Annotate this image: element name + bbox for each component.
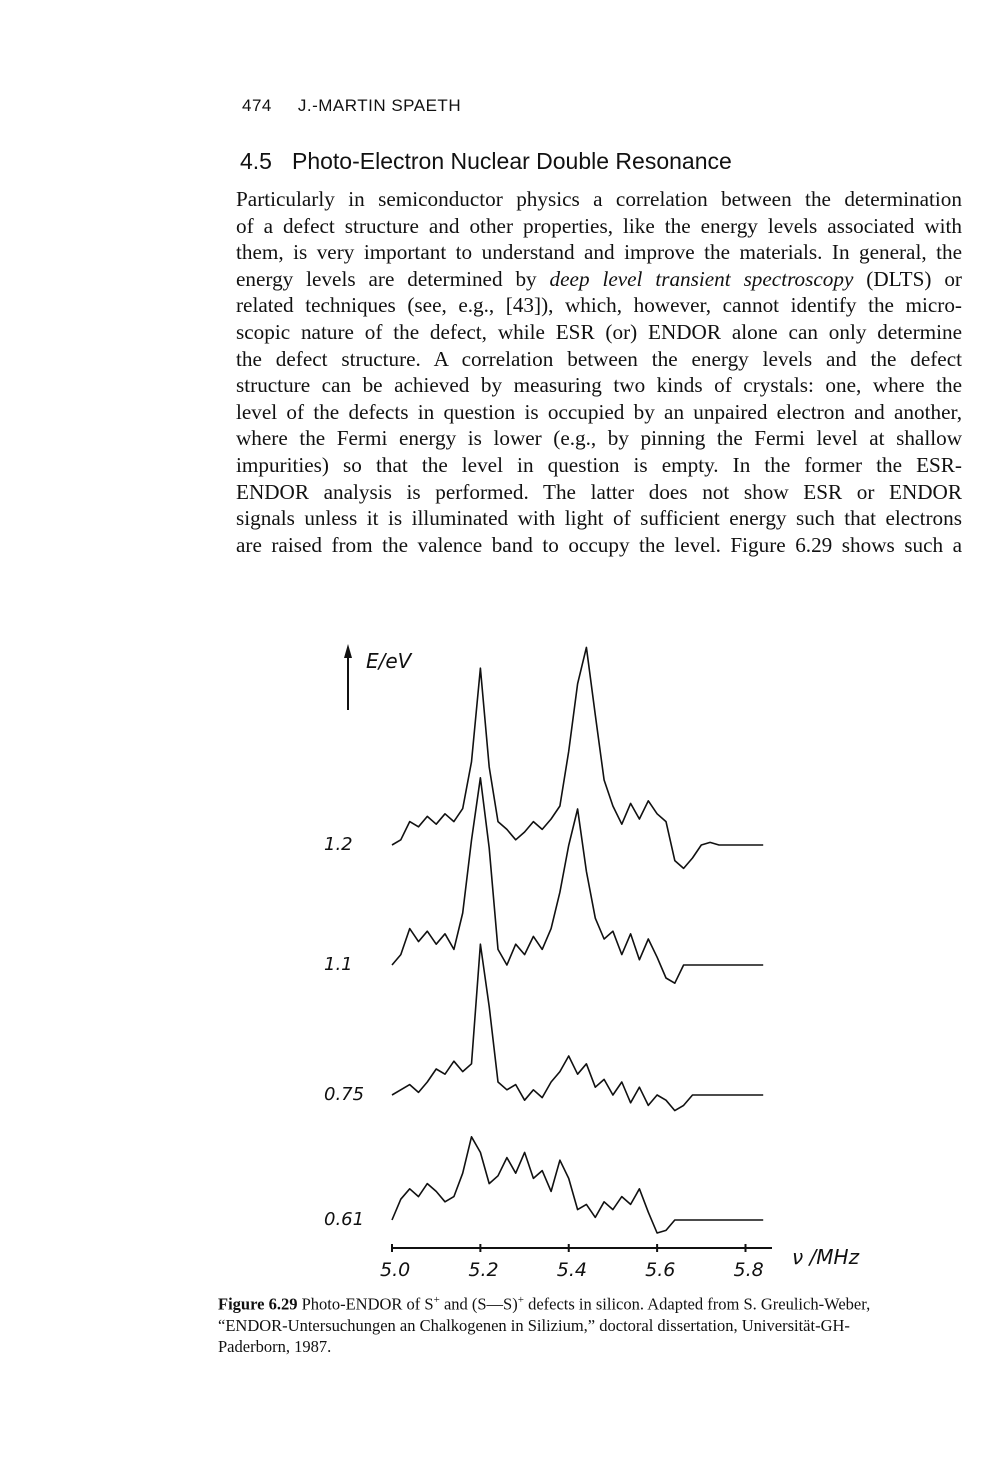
spectrum-line bbox=[392, 944, 763, 1110]
x-axis bbox=[380, 1244, 860, 1281]
caption-line bbox=[218, 1336, 958, 1357]
x-tick-label: 5.6 bbox=[645, 1259, 676, 1281]
x-tick-label: 5.8 bbox=[733, 1259, 764, 1281]
body-line: are raised from the valence band to occupy the level. Figure 6.29 shows such a bbox=[236, 532, 962, 557]
body-line: impurities) so that the level in question is empty. In the former the ESR- bbox=[236, 452, 962, 477]
section-number: 4.5 bbox=[240, 148, 272, 174]
page-number: 474 bbox=[242, 96, 272, 115]
body-text-run: energy levels are determined by bbox=[236, 266, 550, 291]
section-heading bbox=[240, 148, 732, 175]
body-line: ENDOR analysis is performed. The latter does not show ESR or ENDOR bbox=[236, 479, 962, 504]
endor-spectra-chart bbox=[300, 600, 900, 1300]
y-axis-arrowhead bbox=[344, 644, 352, 658]
body-line: signals unless it is illuminated with light of sufficient energy such that electrons bbox=[236, 506, 962, 531]
spectrum-line bbox=[392, 1137, 763, 1233]
x-tick-label: 5.2 bbox=[468, 1259, 499, 1281]
energy-level-label: 1.1 bbox=[324, 954, 353, 975]
running-head bbox=[242, 96, 461, 116]
energy-level-label: 1.2 bbox=[324, 834, 353, 855]
caption-text: Paderborn, 1987. bbox=[218, 1336, 332, 1356]
spectrum-line bbox=[392, 647, 763, 868]
body-line: related techniques (see, e.g., [43]), which, however, cannot identify the micro- bbox=[236, 293, 962, 318]
body-line: structure can be achieved by measuring two kinds of crystals: one, where the bbox=[236, 373, 962, 398]
caption-number: Figure 6.29 bbox=[218, 1294, 302, 1314]
body-line: scopic nature of the defect, while ESR (or) ENDOR alone can only determine bbox=[236, 319, 962, 344]
body-line bbox=[236, 266, 962, 293]
energy-level-label: 0.61 bbox=[324, 1209, 365, 1230]
section-title: Photo-Electron Nuclear Double Resonance bbox=[291, 148, 732, 174]
caption-text: Photo-ENDOR of S bbox=[301, 1294, 434, 1314]
figure-6-29 bbox=[300, 600, 900, 1300]
caption-line bbox=[218, 1290, 958, 1315]
body-line: where the Fermi energy is lower (e.g., by pinning the Fermi level at shallow bbox=[236, 426, 962, 451]
caption-text: and (S—S) bbox=[439, 1294, 518, 1314]
x-axis-label: ν /MHz bbox=[792, 1245, 860, 1269]
body-line: the defect structure. A correlation between the energy levels and the defect bbox=[236, 346, 962, 371]
author-name: J.-MARTIN SPAETH bbox=[297, 96, 462, 115]
body-line: Particularly in semiconductor physics a correlation between the determination bbox=[236, 187, 962, 211]
y-axis-label: E/eV bbox=[366, 649, 412, 673]
italic-term: deep level transient spectroscopy bbox=[549, 266, 854, 291]
body-line: level of the defects in question is occupied by an unpaired electron and another, bbox=[236, 399, 962, 424]
x-tick-label: 5.0 bbox=[380, 1259, 411, 1281]
body-paragraph bbox=[236, 186, 962, 558]
y-axis-label-group bbox=[344, 644, 413, 710]
x-tick-label: 5.4 bbox=[556, 1259, 587, 1281]
energy-level-label: 0.75 bbox=[324, 1084, 365, 1105]
superscript-plus: + bbox=[433, 1294, 440, 1306]
spectrum-line bbox=[392, 778, 763, 983]
figure-caption bbox=[218, 1290, 958, 1357]
body-line: of a defect structure and other properties, like the energy levels associated with bbox=[236, 213, 962, 238]
superscript-plus: + bbox=[517, 1294, 524, 1306]
spectra-series bbox=[324, 647, 763, 1233]
caption-text: defects in silicon. Adapted from S. Greulich-Weber, bbox=[523, 1294, 871, 1314]
caption-text: “ENDOR-Untersuchungen an Chalkogenen in Silizium,” doctoral dissertation, Universität-GH- bbox=[218, 1315, 850, 1335]
body-line: them, is very important to understand and improve the materials. In general, the bbox=[236, 240, 962, 265]
body-text-run: (DLTS) or bbox=[853, 266, 962, 291]
caption-line bbox=[218, 1315, 958, 1336]
